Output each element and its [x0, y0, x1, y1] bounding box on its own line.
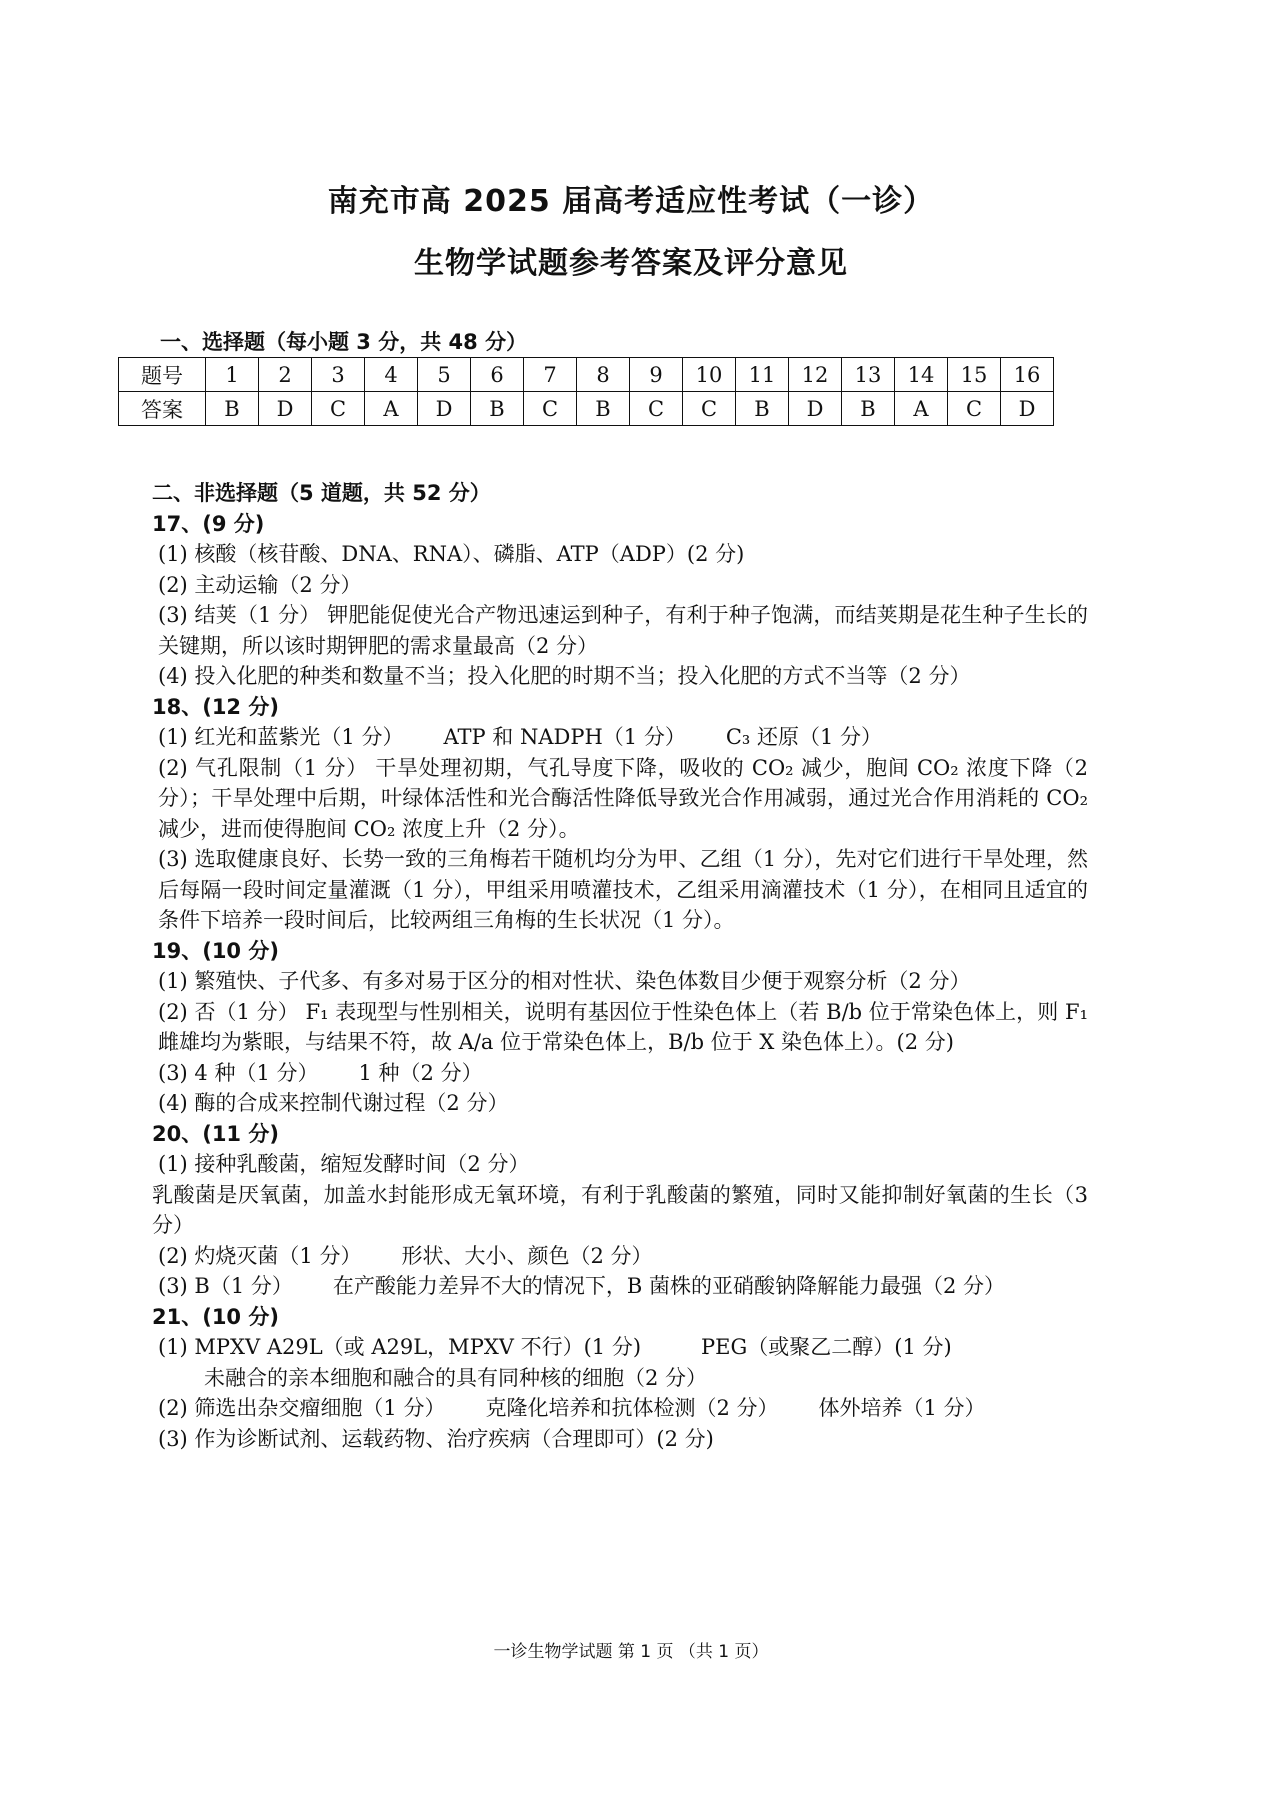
answer-line — [152, 722, 1088, 753]
answer-line: (1) 繁殖快、子代多、有多对易于区分的相对性状、染色体数目少便于观察分析（2 分） — [158, 969, 971, 993]
answers-body — [152, 478, 1088, 1454]
answer-cell: A — [365, 392, 418, 426]
table-row-numbers — [119, 358, 1054, 392]
question-heading: 21、(10 分) — [152, 1304, 279, 1329]
answer-cell: C — [630, 392, 683, 426]
question-number-cell: 15 — [948, 358, 1001, 392]
section-heading-nonchoice: 二、非选择题（5 道题，共 52 分） — [152, 481, 491, 505]
answer-line — [152, 1241, 1088, 1272]
answer-part: (2) 筛选出杂交瘤细胞（1 分） — [158, 1396, 446, 1420]
page-footer: 一诊生物学试题 第 1 页 （共 1 页） — [493, 1642, 769, 1662]
answer-part: 1 种（2 分） — [358, 1060, 483, 1085]
answer-part: PEG（或聚乙二醇）(1 分) — [701, 1335, 952, 1359]
question-number-cell: 1 — [206, 358, 259, 392]
question-number-cell: 12 — [789, 358, 842, 392]
page-title: 南充市高 2025 届高考适应性考试（一诊） — [327, 184, 935, 219]
question-heading: 19、(10 分) — [152, 938, 279, 963]
answer-cell: D — [259, 392, 312, 426]
answer-line: (1) 核酸（核苷酸、DNA、RNA）、磷脂、ATP（ADP）(2 分) — [158, 542, 745, 566]
question-heading: 20、(11 分) — [152, 1121, 279, 1146]
answer-line: (3) 作为诊断试剂、运载药物、治疗疾病（合理即可）(2 分) — [158, 1426, 714, 1451]
question-number-cell: 8 — [577, 358, 630, 392]
answer-cell: D — [1001, 392, 1054, 426]
answer-cell: C — [312, 392, 365, 426]
answer-part: (1) MPXV A29L（或 A29L，MPXV 不行）(1 分) — [158, 1335, 642, 1359]
table-header-cell: 答案 — [119, 392, 206, 426]
answer-cell: C — [948, 392, 1001, 426]
answer-line — [152, 1058, 1088, 1089]
answer-paragraph: (3) 选取健康良好、长势一致的三角梅若干随机均分为甲、乙组（1 分），先对它们进行干旱处理，然后每隔一段时间定量灌溉（1 分），甲组采用喷灌技术，乙组采用滴灌技术（1 分），在相同且适宜的条件下培养一段时间后，比较两组三角梅的生长状况（1 分）。 — [158, 847, 1088, 932]
table-row-answers — [119, 392, 1054, 426]
answer-cell: C — [683, 392, 736, 426]
answer-line: (2) 主动运输（2 分） — [158, 572, 362, 597]
question-number-cell: 4 — [365, 358, 418, 392]
question-heading: 17、(9 分) — [152, 511, 265, 536]
answer-part: (3) B（1 分） — [158, 1274, 293, 1298]
question-number-cell: 2 — [259, 358, 312, 392]
answer-cell: B — [736, 392, 789, 426]
answer-line: 未融合的亲本细胞和融合的具有同种核的细胞（2 分） — [204, 1365, 708, 1390]
answer-part: 克隆化培养和抗体检测（2 分） — [485, 1396, 779, 1420]
answer-part: (2) 灼烧灭菌（1 分） — [158, 1243, 362, 1268]
answer-part: C₃ 还原（1 分） — [725, 725, 883, 749]
answer-part: 形状、大小、颜色（2 分） — [401, 1243, 653, 1268]
answer-cell: D — [789, 392, 842, 426]
answer-cell: A — [895, 392, 948, 426]
answer-part: 在产酸能力差异不大的情况下，B 菌株的亚硝酸钠降解能力最强（2 分） — [332, 1274, 1006, 1298]
answer-line — [152, 1393, 1088, 1424]
answer-paragraph: 乳酸菌是厌氧菌，加盖水封能形成无氧环境，有利于乳酸菌的繁殖，同时又能抑制好氧菌的生长（3 分） — [152, 1182, 1088, 1237]
question-number-cell: 3 — [312, 358, 365, 392]
answer-cell: D — [418, 392, 471, 426]
answer-line: (1) 接种乳酸菌，缩短发酵时间（2 分） — [158, 1152, 530, 1176]
section-heading-choice: 一、选择题（每小题 3 分，共 48 分） — [160, 330, 528, 354]
question-number-cell: 9 — [630, 358, 683, 392]
answer-part: (1) 红光和蓝紫光（1 分） — [158, 725, 404, 749]
answer-cell: C — [524, 392, 577, 426]
answer-part: ATP 和 NADPH（1 分） — [443, 725, 686, 749]
answer-part: (3) 4 种（1 分） — [158, 1060, 319, 1085]
answer-cell: B — [206, 392, 259, 426]
question-number-cell: 16 — [1001, 358, 1054, 392]
question-number-cell: 13 — [842, 358, 895, 392]
answer-cell: B — [577, 392, 630, 426]
page-subtitle: 生物学试题参考答案及评分意见 — [414, 246, 848, 281]
question-number-cell: 5 — [418, 358, 471, 392]
question-number-cell: 6 — [471, 358, 524, 392]
question-number-cell: 14 — [895, 358, 948, 392]
answer-cell: B — [471, 392, 524, 426]
table-header-cell: 题号 — [119, 358, 206, 392]
answer-line — [152, 1332, 1088, 1363]
answer-paragraph: (2) 否（1 分） F₁ 表现型与性别相关，说明有基因位于性染色体上（若 B/b 位于常染色体上，则 F₁ 雌雄均为紫眼，与结果不符，故 A/a 位于常染色体上，B/b 位于 X 染色体上）。(2 分) — [158, 999, 1088, 1054]
answer-line: (4) 酶的合成来控制代谢过程（2 分） — [158, 1091, 509, 1115]
question-heading: 18、(12 分) — [152, 694, 279, 719]
answer-part: 体外培养（1 分） — [818, 1396, 986, 1420]
question-number-cell: 10 — [683, 358, 736, 392]
answer-line: (4) 投入化肥的种类和数量不当；投入化肥的时期不当；投入化肥的方式不当等（2 分） — [158, 664, 971, 688]
answer-table — [118, 357, 1054, 426]
answer-line — [152, 1271, 1088, 1302]
answer-paragraph: (3) 结荚（1 分） 钾肥能促使光合产物迅速运到种子，有利于种子饱满，而结荚期是花生种子生长的关键期，所以该时期钾肥的需求量最高（2 分） — [158, 603, 1088, 658]
answer-cell: B — [842, 392, 895, 426]
question-number-cell: 7 — [524, 358, 577, 392]
question-number-cell: 11 — [736, 358, 789, 392]
answer-paragraph: (2) 气孔限制（1 分） 干旱处理初期，气孔导度下降，吸收的 CO₂ 减少，胞间 CO₂ 浓度下降（2 分）；干旱处理中后期，叶绿体活性和光合酶活性降低导致光合作用减弱，通过光合作用消耗的 CO₂ 减少，进而使得胞间 CO₂ 浓度上升（2 分）。 — [158, 755, 1088, 841]
